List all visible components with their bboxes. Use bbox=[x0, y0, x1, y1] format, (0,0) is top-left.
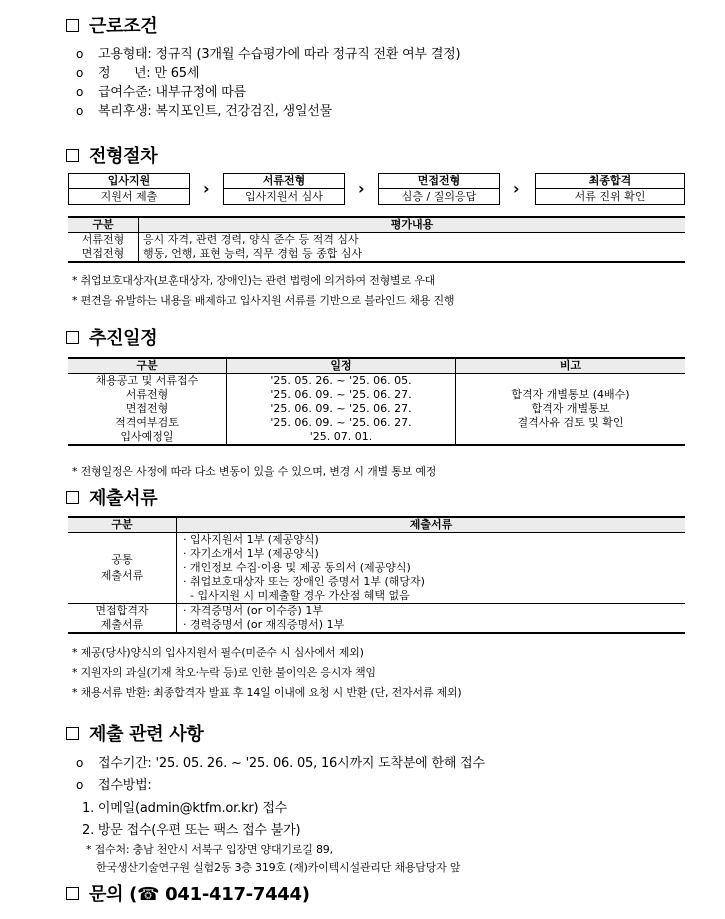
circle-bullet-icon: o bbox=[76, 47, 84, 61]
doc-item: · 자기소개서 1부 (제공양식) bbox=[183, 547, 319, 560]
doc-item: · 경력증명서 (or 재직증명서) 1부 bbox=[183, 618, 345, 631]
note: * 취업보호대상자(보훈대상자, 장애인)는 관련 법령에 의거하여 전형별로 우대 bbox=[72, 274, 436, 287]
square-bullet-icon bbox=[66, 887, 79, 900]
doc-item: · 취업보호대상자 또는 장애인 증명서 1부 (해당자) bbox=[183, 575, 425, 588]
doc-group-common: 공통 제출서류 bbox=[68, 533, 177, 604]
section-title-schedule: 추진일정 bbox=[66, 324, 157, 350]
condition-item: o 정 년: 만 65세 bbox=[76, 66, 200, 81]
square-bullet-icon bbox=[66, 331, 79, 344]
section-title-contact: 문의 (☎ 041-417-7444) bbox=[66, 880, 310, 906]
process-flow bbox=[68, 173, 685, 205]
process-step-interview: 면접전형 심층 / 질의응답 bbox=[378, 173, 500, 205]
note: * 편견을 유발하는 내용을 배제하고 입사지원 서류를 기반으로 블라인드 채용 진행 bbox=[72, 294, 455, 307]
doc-item: · 입사지원서 1부 (제공양식) bbox=[183, 533, 319, 546]
address-line-2: 한국생산기술연구원 실험2동 3층 319호 (재)카이텍시설관리단 채용담당자 앞 bbox=[96, 861, 461, 874]
doc-item: - 입사지원 시 미제출할 경우 가산점 혜택 없음 bbox=[183, 589, 410, 602]
chevron-right-icon: › bbox=[203, 179, 210, 198]
submission-method: o 접수방법: bbox=[76, 778, 152, 793]
method-email: 1. 이메일(admin@ktfm.or.kr) 접수 bbox=[82, 801, 288, 816]
chevron-right-icon: › bbox=[358, 179, 365, 198]
schedule-table: 구분 일정 비고 채용공고 및 서류접수 '25. 05. 26. ~ '25. 06. 05. 서류전형 '25. 06. 09. ~ '25. 06. 27. 합격자 개별통보 (4배수) 면접전형 '25. 06. 09. ~ '25. 06. 27. 합격자 개별통보 적격여부검토 '25. 06. 09. ~ '25. 06. 27. 결격사유 검토 및 확인 입사예정일 '25. 07. 01. bbox=[68, 357, 685, 446]
circle-bullet-icon: o bbox=[76, 85, 84, 99]
note: * 채용서류 반환: 최종합격자 발표 후 14일 이내에 요청 시 반환 (단, 전자서류 제외) bbox=[72, 686, 462, 699]
square-bullet-icon bbox=[66, 491, 79, 504]
section-title-working-conditions: 근로조건 bbox=[66, 12, 157, 38]
square-bullet-icon bbox=[66, 727, 79, 740]
doc-item: · 자격증명서 (or 이수증) 1부 bbox=[183, 604, 323, 617]
circle-bullet-icon: o bbox=[76, 756, 84, 770]
process-step-final: 최종합격 서류 진위 확인 bbox=[535, 173, 685, 205]
note: * 전형일정은 사정에 따라 다소 변동이 있을 수 있으며, 변경 시 개별 통보 예정 bbox=[72, 465, 437, 478]
documents-table: 구분 제출서류 공통 제출서류 · 입사지원서 1부 (제공양식) · 자기소개서 1부 (제공양식) · 개인정보 수집·이용 및 제공 동의서 (제공양식) · 취업보호대상자 또는 장애인 증명서 1부 (해당자) - 입사지원 시 미제출할 경우 가산점 혜택 없음 면접합격자 제출서류 · 자격증명서 (or 이수증) 1부 · 경력증명서 (or 재직증명서) 1부 bbox=[68, 516, 685, 634]
evaluation-table: 구분 평가내용 서류전형 응시 자격, 관련 경력, 양식 준수 등 적격 심사 면접전형 행동, 언행, 표현 능력, 직무 경험 등 종합 심사 bbox=[68, 216, 685, 263]
condition-item: o 급여수준: 내부규정에 따름 bbox=[76, 85, 246, 100]
process-step-apply: 입사지원 지원서 제출 bbox=[68, 173, 190, 205]
method-visit: 2. 방문 접수(우편 또는 팩스 접수 불가) bbox=[82, 823, 301, 838]
chevron-right-icon: › bbox=[513, 179, 520, 198]
condition-item: o 복리후생: 복지포인트, 건강검진, 생일선물 bbox=[76, 104, 332, 119]
submission-period: o 접수기간: '25. 05. 26. ~ '25. 06. 05, 16시까지 도착분에 한해 접수 bbox=[76, 756, 485, 771]
doc-item: · 개인정보 수집·이용 및 제공 동의서 (제공양식) bbox=[183, 561, 411, 574]
doc-group-interview: 면접합격자 제출서류 bbox=[95, 604, 149, 631]
circle-bullet-icon: o bbox=[76, 66, 84, 80]
section-title-selection-process: 전형절차 bbox=[66, 142, 157, 168]
square-bullet-icon bbox=[66, 19, 79, 32]
process-step-document: 서류전형 입사지원서 심사 bbox=[223, 173, 345, 205]
section-title-documents: 제출서류 bbox=[66, 484, 157, 510]
note: * 지원자의 과실(기재 착오·누락 등)로 인한 불이익은 응시자 책임 bbox=[72, 666, 376, 679]
condition-item: o 고용형태: 정규직 (3개월 수습평가에 따라 정규직 전환 여부 결정) bbox=[76, 47, 461, 62]
address-line-1: * 접수처: 충남 천안시 서북구 입장면 양대기로길 89, bbox=[86, 843, 333, 856]
circle-bullet-icon: o bbox=[76, 104, 84, 118]
section-title-submission: 제출 관련 사항 bbox=[66, 720, 203, 746]
note: * 제공(당사)양식의 입사지원서 필수(미준수 시 심사에서 제외) bbox=[72, 646, 364, 659]
square-bullet-icon bbox=[66, 149, 79, 162]
circle-bullet-icon: o bbox=[76, 778, 84, 792]
